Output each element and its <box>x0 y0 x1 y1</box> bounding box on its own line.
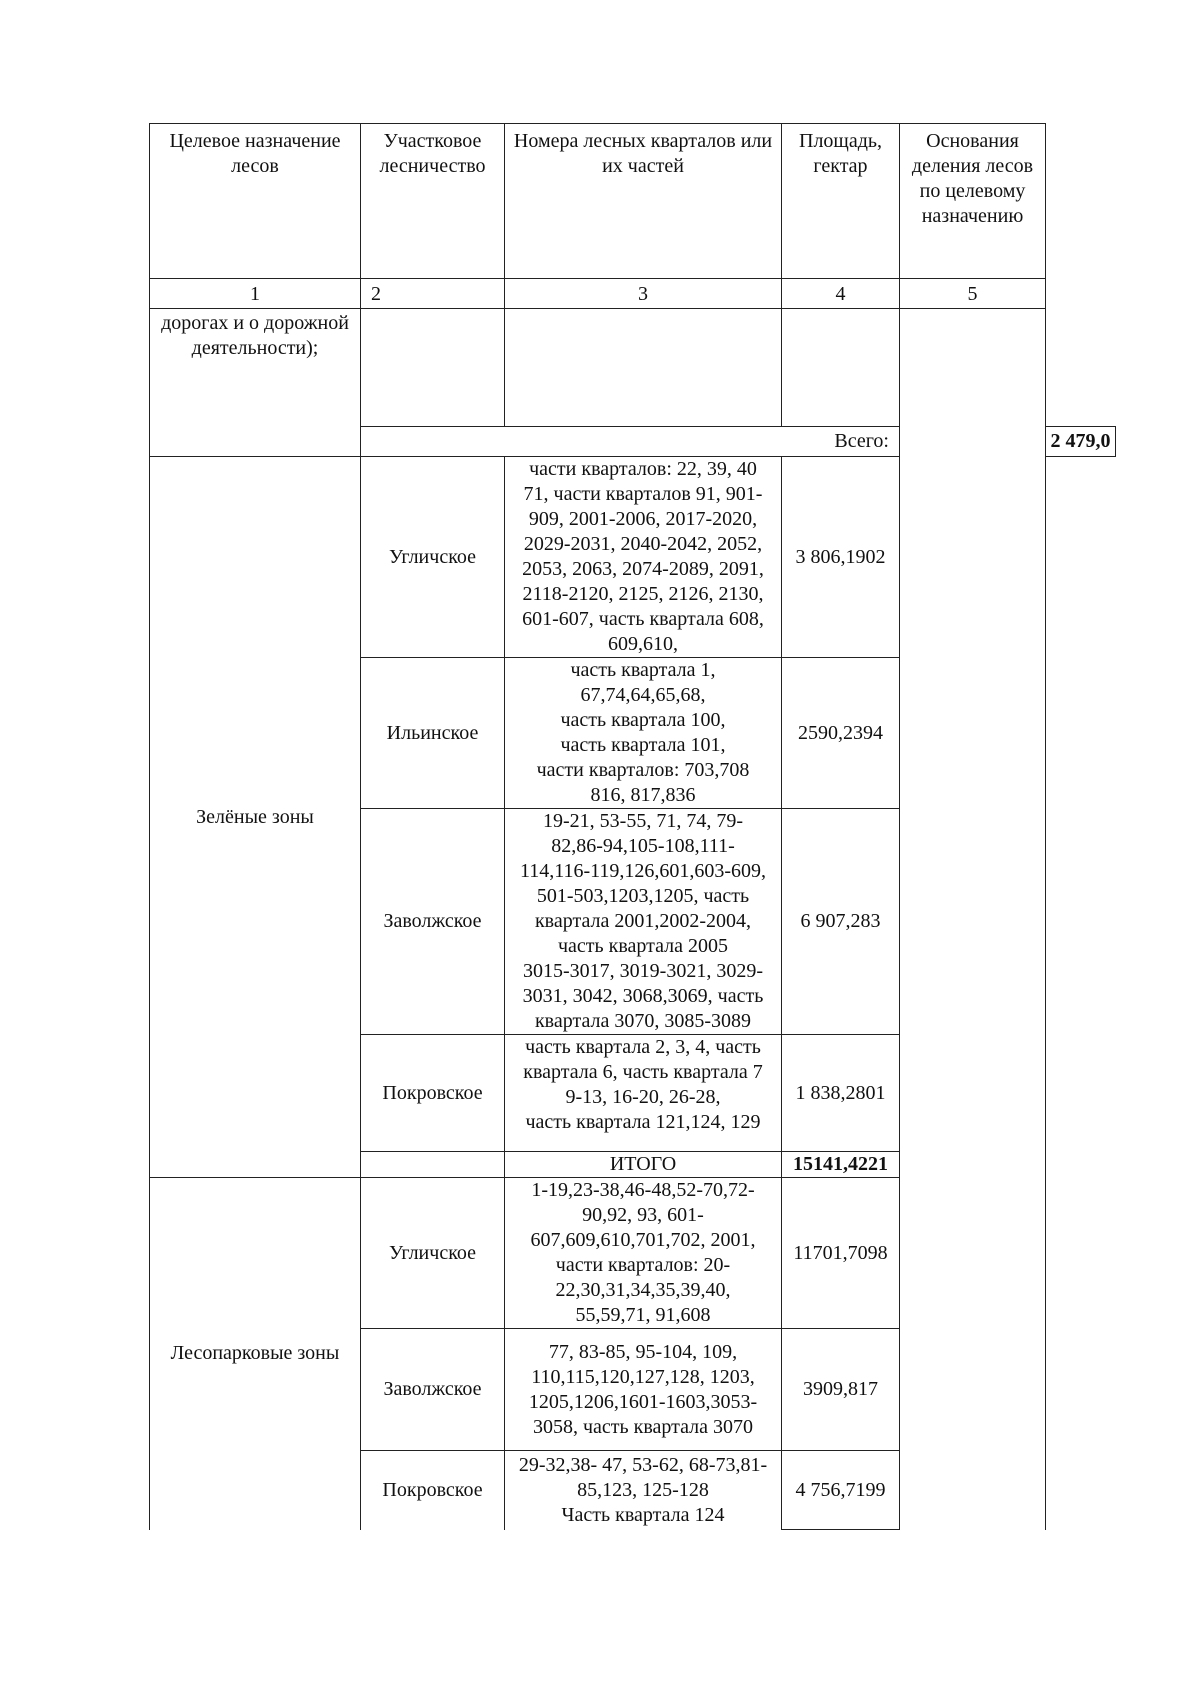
forestry-cell: Заволжское <box>361 1329 505 1451</box>
forestry-cell <box>361 309 505 427</box>
header-quarters: Номера лесных кварталов или их частей <box>505 124 782 279</box>
total-value: 2 479,0 <box>1046 427 1116 457</box>
column-number: 2 <box>361 279 505 309</box>
column-number: 5 <box>900 279 1046 309</box>
total-value: 15141,4221 <box>782 1152 900 1178</box>
column-number: 3 <box>505 279 782 309</box>
forestry-cell: Ильинское <box>361 658 505 809</box>
total-label: Всего: <box>361 427 900 457</box>
forestry-cell: Угличское <box>361 457 505 658</box>
purpose-cell: Лесопарковые зоны <box>150 1178 361 1530</box>
quarters-cell: 1-19,23-38,46-48,52-70,72- 90,92, 93, 601- 607,609,610,701,702, 2001, части кварталов: 20- 22,30,31,34,35,39,40, 55,59,71, 91,608 <box>505 1178 782 1329</box>
continuation-row <box>150 309 1116 427</box>
quarters-cell: 29-32,38- 47, 53-62, 68-73,81- 85,123, 125-128 Часть квартала 124 <box>505 1451 782 1530</box>
header-area: Площадь, гектар <box>782 124 900 279</box>
quarters-cell: 19-21, 53-55, 71, 74, 79- 82,86-94,105-108,111- 114,116-119,126,601,603-609, 501-503,1203,1205, часть квартала 2001,2002-2004, часть квартала 2005 3015-3017, 3019-3021, 3029- 3031, 3042, 3068,3069, часть квартала 3070, 3085-3089 <box>505 809 782 1035</box>
quarters-cell: части кварталов: 22, 39, 40 71, части кварталов 91, 901- 909, 2001-2006, 2017-2020, 2029-2031, 2040-2042, 2052, 2053, 2063, 2074-2089, 2091, 2118-2120, 2125, 2126, 2130, 601-607, часть квартала 608, 609,610, <box>505 457 782 658</box>
forestry-cell: Покровское <box>361 1035 505 1152</box>
purpose-cell: Зелёные зоны <box>150 457 361 1178</box>
forest-purpose-table <box>149 123 1116 1530</box>
forestry-cell: Угличское <box>361 1178 505 1329</box>
header-row <box>150 124 1116 279</box>
quarters-cell: часть квартала 1, 67,74,64,65,68, часть квартала 100, часть квартала 101, части кварталов: 703,708 816, 817,836 <box>505 658 782 809</box>
area-cell: 6 907,283 <box>782 809 900 1035</box>
area-cell <box>782 309 900 427</box>
header-purpose: Целевое назначение лесов <box>150 124 361 279</box>
quarters-cell: 77, 83-85, 95-104, 109, 110,115,120,127,128, 1203, 1205,1206,1601-1603,3053- 3058, часть квартала 3070 <box>505 1329 782 1451</box>
basis-cell <box>900 309 1046 1530</box>
quarters-cell <box>505 309 782 427</box>
area-cell: 3909,817 <box>782 1329 900 1451</box>
area-cell: 1 838,2801 <box>782 1035 900 1152</box>
column-number: 4 <box>782 279 900 309</box>
area-cell: 11701,7098 <box>782 1178 900 1329</box>
area-cell: 2590,2394 <box>782 658 900 809</box>
header-forestry: Участковое лесничество <box>361 124 505 279</box>
forestry-cell: Заволжское <box>361 809 505 1035</box>
forestry-cell <box>361 1152 505 1178</box>
area-cell: 3 806,1902 <box>782 457 900 658</box>
column-number-row <box>150 279 1116 309</box>
quarters-cell: часть квартала 2, 3, 4, часть квартала 6, часть квартала 7 9-13, 16-20, 26-28, часть квартала 121,124, 129 <box>505 1035 782 1152</box>
forestry-cell: Покровское <box>361 1451 505 1530</box>
column-number: 1 <box>150 279 361 309</box>
total-label: ИТОГО <box>505 1152 782 1178</box>
purpose-cell: дорогах и о дорожной деятельности); <box>150 309 361 457</box>
area-cell: 4 756,7199 <box>782 1451 900 1530</box>
header-basis: Основания деления лесов по целевому назначению <box>900 124 1046 279</box>
